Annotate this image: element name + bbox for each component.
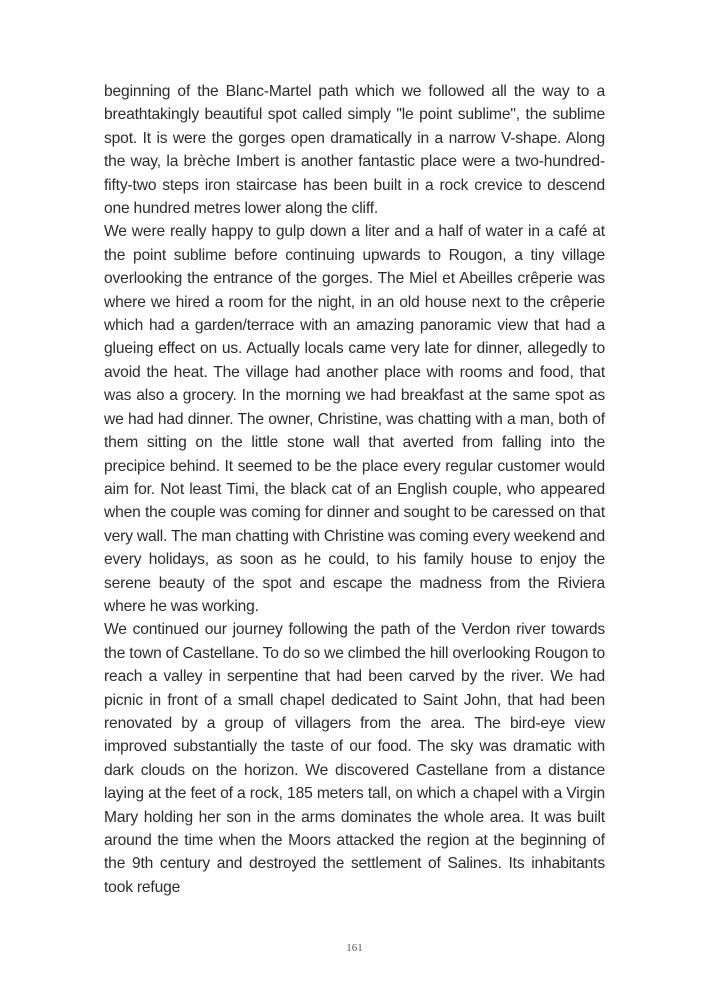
page-body xyxy=(104,80,605,899)
paragraph-1: beginning of the Blanc-Martel path which we followed all the way to a breathtakingly beautiful spot called simply "le point sublime", the sublime spot. It is were the gorges open dramatically in a narrow V-shape. Along the way, la brèche Imbert is another fantastic place were a two-hundred-fifty-two steps iron staircase has been built in a rock crevice to descend one hundred metres lower along the cliff. xyxy=(104,83,605,218)
page-number: 161 xyxy=(346,942,363,954)
paragraph-3: We continued our journey following the path of the Verdon river towards the town of Castellane. To do so we climbed the hill overlooking Rougon to reach a valley in serpentine that had been carved by the river. We had picnic in front of a small chapel dedicated to Saint John, that had been renovated by a group of villagers from the area. The bird-eye view improved substantially the taste of our food. The sky was dramatic with dark clouds on the horizon. We discovered Castellane from a distance laying at the feet of a rock, 185 meters tall, on which a chapel with a Virgin Mary holding her son in the arms dominates the whole area. It was built around the time when the Moors attacked the region at the beginning of the 9th century and destroyed the settlement of Salines. Its inhabitants took refuge xyxy=(104,621,605,896)
paragraph-2: We were really happy to gulp down a liter and a half of water in a café at the point sublime before continuing upwards to Rougon, a tiny village overlooking the entrance of the gorges. The Miel et Abeilles crêperie was where we hired a room for the night, in an old house next to the crêperie which had a garden/terrace with an amazing panoramic view that had a glueing effect on us. Actually locals came very late for dinner, allegedly to avoid the heat. The village had another place with rooms and food, that was also a grocery. In the morning we had breakfast at the same spot as we had had dinner. The owner, Christine, was chatting with a man, both of them sitting on the little stone wall that averted from falling into the precipice behind. It seemed to be the place every regular customer would aim for. Not least Timi, the black cat of an English couple, who appeared when the couple was coming for dinner and sought to be caressed on that very wall. The man chatting with Christine was coming every weekend and every holidays, as soon as he could, to his family house to enjoy the serene beauty of the spot and escape the madness from the Riviera where he was working. xyxy=(104,223,605,615)
